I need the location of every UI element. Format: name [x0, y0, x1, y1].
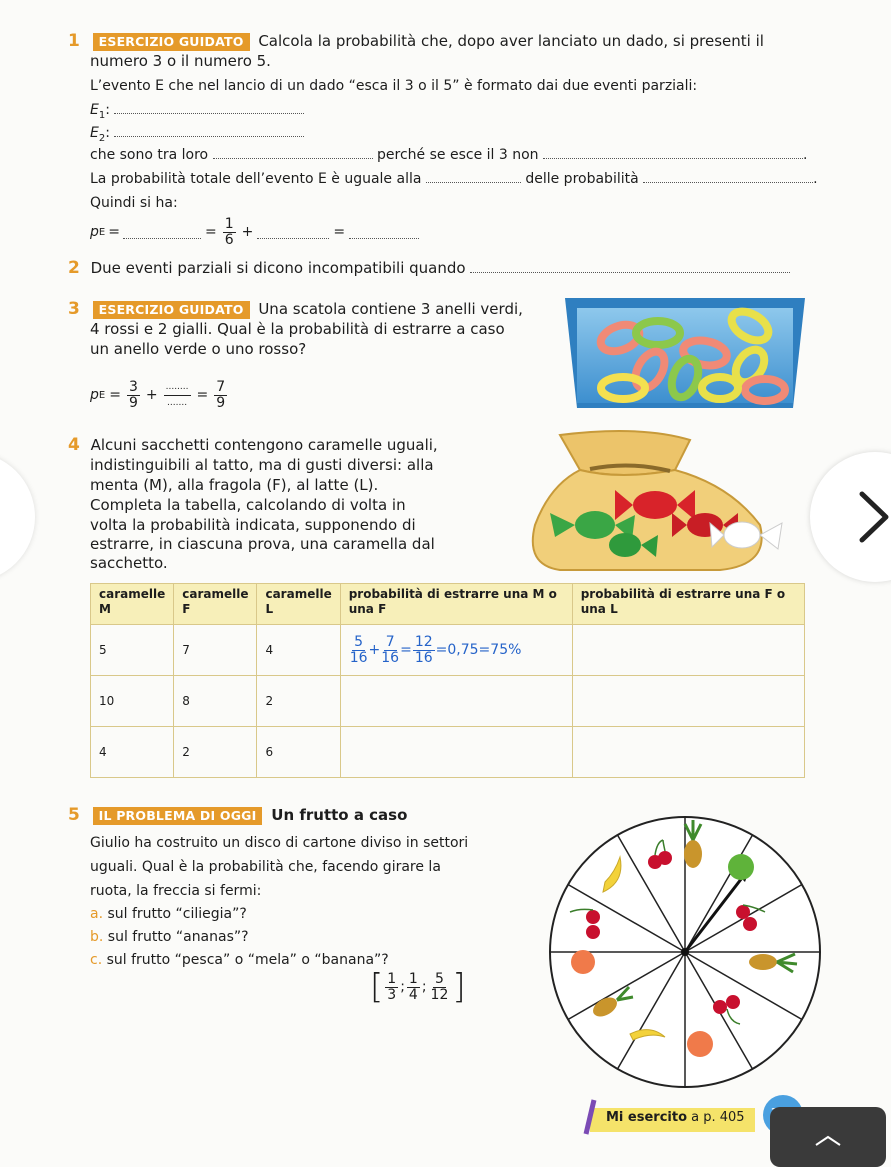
ex3-blank-num[interactable]: ........: [164, 380, 191, 396]
ex3-frac-7-9: [214, 380, 227, 411]
ex2-line: [68, 259, 790, 278]
ex2-answer-field[interactable]: [470, 260, 790, 273]
hand-n7: 7: [385, 633, 395, 650]
e2-sub: 2: [98, 132, 106, 144]
ans-b-d: 4: [408, 986, 418, 1003]
hand-eq: =: [400, 642, 412, 658]
table-cell: 4: [91, 727, 174, 778]
mi-esercito-rest: a p. 405: [687, 1110, 745, 1125]
hand-frac-12-16: [413, 635, 435, 666]
hand-frac-5-16: [350, 635, 368, 666]
ex5-heading: [68, 806, 407, 825]
ex1-e1-line: $E_1$:: [90, 101, 304, 125]
ex1-e2-line: $E_2$:: [90, 124, 304, 148]
ex4-text-2: menta (M), alla fragola (F), al latte (L).: [90, 476, 379, 494]
ex5-line0: Giulio ha costruito un disco di cartone diviso in settori: [90, 835, 469, 851]
e2-answer-field[interactable]: [114, 124, 304, 137]
header-cell: caramelle F: [174, 584, 257, 625]
e1-symbol: E: [90, 102, 99, 118]
ans-c-n: 5: [435, 970, 444, 987]
sep: ;: [421, 979, 427, 995]
ex3-frac-3-9: [127, 380, 140, 411]
frac-num: 1: [224, 215, 234, 232]
hand-d16b: 16: [381, 649, 400, 666]
peach-icon: [571, 950, 595, 974]
header-cell: probabilità di estrarre una F o una L: [572, 584, 804, 625]
option-text: sul frutto “ciliegia”?: [107, 906, 247, 922]
ex3-badge: ESERCIZIO GUIDATO: [93, 301, 250, 319]
ex5-option-c: [90, 951, 389, 970]
ex3-heading: [68, 300, 523, 319]
ex3-n3: 3: [128, 378, 138, 395]
ex4-text-5: estrarre, in ciascuna prova, una caramella dal: [90, 535, 435, 553]
ex4-number: 4: [68, 435, 80, 455]
mi-esercito-bold: Mi esercito: [606, 1110, 688, 1125]
ex1-number: 1: [68, 31, 80, 51]
header-cell: caramelle M: [91, 584, 174, 625]
reason-answer-field[interactable]: [543, 146, 803, 159]
hand-plus: +: [368, 642, 381, 658]
answer-cell[interactable]: [572, 727, 804, 778]
option-letter: a.: [90, 906, 104, 922]
ex4-text-3: Completa la tabella, calcolando di volta in: [90, 496, 406, 514]
ex4-line0: [68, 436, 438, 455]
ex1-quindi: Quindi si ha:: [90, 195, 178, 211]
ex1-intro: L’evento E che nel lancio di un dado “esca il 3 o il 5” è formato dai due eventi parziali:: [90, 78, 698, 94]
pe-field-2[interactable]: [257, 226, 329, 239]
candy-probability-table: [90, 583, 805, 778]
previous-page-button[interactable]: [0, 452, 35, 582]
e1-sub: 1: [98, 109, 106, 121]
ex5-option-a: [90, 905, 247, 924]
ex3-formula: p E = $\frac{3}{9}$ + $\frac{........}{.......}$ = $\frac{7}{9}$: [90, 378, 226, 411]
eq-2: =: [204, 223, 217, 240]
ex5-line2: ruota, la freccia si fermi:: [90, 883, 262, 899]
hand-d16a: 16: [349, 649, 368, 666]
ex2-text: Due eventi parziali si dicono incompatibili quando: [90, 259, 466, 277]
scroll-up-button[interactable]: [770, 1107, 886, 1167]
ex4-text-6: sacchetto.: [90, 554, 168, 572]
eq-1: =: [108, 223, 120, 240]
ex1-badge: ESERCIZIO GUIDATO: [93, 33, 250, 51]
ex1-line-b: La probabilità totale dell’evento E è uguale alla delle probabilità .: [90, 171, 818, 187]
apple-icon: [728, 854, 754, 880]
table-cell: 8: [174, 676, 257, 727]
answer-cell[interactable]: [572, 625, 804, 676]
ans-a-n: 1: [387, 970, 397, 987]
ex1-formula: [90, 214, 419, 250]
ans-b-n: 1: [408, 970, 418, 987]
table-cell: 10: [91, 676, 174, 727]
ex1-line-b-part2: delle probabilità: [525, 171, 639, 187]
table-cell: 4: [257, 625, 340, 676]
sep: ;: [400, 979, 405, 995]
probabilities-answer-field[interactable]: [643, 170, 813, 183]
pe-sub: E: [98, 226, 106, 238]
ex3-pe-symbol: p: [90, 386, 99, 403]
ex5-number: 5: [68, 805, 80, 825]
ex1-line-b-part1: La probabilità totale dell’evento E è uguale alla: [90, 171, 422, 187]
ans-a-d: 3: [387, 986, 397, 1003]
ex3-n7: 7: [216, 378, 226, 395]
ex5-badge: IL PROBLEMA DI OGGI: [93, 807, 263, 825]
ex1-title-line1: Calcola la probabilità che, dopo aver lanciato un dado, si presenti il: [258, 32, 764, 50]
table-cell: 5: [91, 625, 174, 676]
option-letter: b.: [90, 929, 104, 945]
ex3-d9: 9: [128, 394, 138, 411]
ex4-text-0: Alcuni sacchetti contengono caramelle uguali,: [90, 436, 438, 454]
pencil-icon: [582, 1098, 598, 1138]
hand-n12: 12: [414, 633, 433, 650]
ex5-title: Un frutto a caso: [271, 806, 408, 824]
operation-answer-field[interactable]: [426, 170, 521, 183]
answer-frac-b: [407, 972, 420, 1003]
header-cell: probabilità di estrarre una M o una F: [340, 584, 572, 625]
pe-symbol: p: [90, 223, 99, 240]
table-cell: 2: [257, 676, 340, 727]
table-cell: 2: [174, 727, 257, 778]
ex5-line1: uguali. Qual è la probabilità che, facendo girare la: [90, 859, 441, 875]
hand-result: =0,75=75%: [435, 642, 522, 658]
option-letter: c.: [90, 952, 103, 968]
ex3-line3: un anello verde o uno rosso?: [90, 340, 307, 358]
ex3-pe-sub: E: [98, 389, 106, 401]
relation-answer-field[interactable]: [213, 146, 373, 159]
ex1-line-a-part1: che sono tra loro: [90, 147, 209, 163]
answer-cell[interactable]: [340, 727, 572, 778]
ex4-text-4: volta la probabilità indicata, supponendo di: [90, 516, 416, 534]
option-text: sul frutto “ananas”?: [107, 929, 249, 945]
chevron-up-icon: [770, 1107, 886, 1150]
option-text: sul frutto “pesca” o “mela” o “banana”?: [106, 952, 389, 968]
mi-esercito-link[interactable]: [590, 1108, 755, 1132]
candy-bag-illustration: [520, 425, 795, 575]
ans-c-d: 12: [430, 986, 449, 1003]
ex3-blank-fraction[interactable]: [164, 380, 191, 411]
ex4-text-1: indistinguibili al tatto, ma di gusti diversi: alla: [90, 456, 434, 474]
ex5-option-b: [90, 928, 249, 947]
ex3-number: 3: [68, 299, 80, 319]
eq-3: =: [333, 223, 346, 240]
fraction-one-sixth: [223, 217, 236, 248]
answer-frac-c: [429, 972, 451, 1003]
table-row: [91, 727, 805, 778]
table-header-row: [91, 584, 805, 625]
handwritten-answer-cell[interactable]: [340, 625, 572, 676]
ex3-line1: Una scatola contiene 3 anelli verdi,: [258, 300, 523, 318]
chevron-right-icon: [810, 452, 891, 582]
e2-symbol: E: [90, 125, 99, 141]
answer-frac-a: [385, 972, 398, 1003]
header-cell: caramelle L: [257, 584, 340, 625]
ex2-number: 2: [68, 258, 80, 278]
ex1-heading: [68, 32, 764, 51]
pe-field-1[interactable]: [123, 226, 201, 239]
peach-icon-2: [687, 1031, 713, 1057]
ex3-d9b: 9: [216, 394, 226, 411]
table-cell: 6: [257, 727, 340, 778]
ex3-blank-den[interactable]: .......: [167, 397, 188, 408]
table-cell: 7: [174, 625, 257, 676]
ex3-line2: 4 rossi e 2 gialli. Qual è la probabilità di estrarre a caso: [90, 320, 505, 338]
ex1-title-line2: numero 3 o il numero 5.: [90, 52, 271, 70]
e1-answer-field[interactable]: [114, 101, 304, 114]
table-row: [91, 676, 805, 727]
rings-box-illustration: [565, 298, 805, 408]
ex1-line-a: che sono tra loro perché se esce il 3 non .: [90, 147, 808, 163]
hand-frac-7-16: [381, 635, 399, 666]
answer-cell[interactable]: [340, 676, 572, 727]
hand-d16c: 16: [414, 649, 433, 666]
ex5-answers: [ $\frac{1}{3}$ ; $\frac{1}{4}$ ; $\frac{5}{12}$ ]: [370, 967, 466, 1007]
pe-field-3[interactable]: [349, 226, 419, 239]
next-page-button[interactable]: [810, 452, 891, 582]
answer-cell[interactable]: [572, 676, 804, 727]
hand-n5: 5: [354, 633, 364, 650]
fruit-wheel-illustration: [545, 812, 825, 1092]
ex1-line-a-part2: perché se esce il 3 non: [377, 147, 539, 163]
frac-den: 6: [224, 231, 234, 248]
table-row: [91, 625, 805, 676]
handwritten-answer: [349, 633, 522, 666]
plus-sign: +: [241, 223, 254, 240]
